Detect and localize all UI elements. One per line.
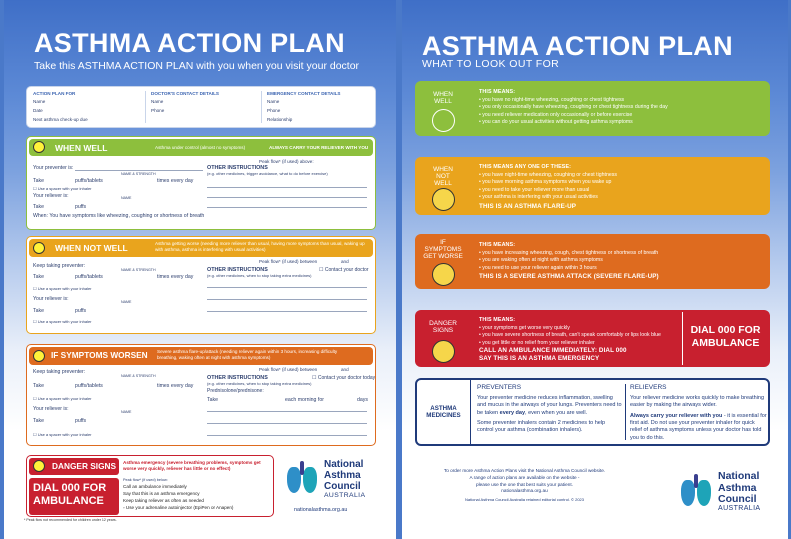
order-line-1: To order more Asthma Action Plans visit the National Asthma Council website. [443,468,606,473]
take-label: Take [33,418,44,424]
label-line-1: DANGER [429,320,457,327]
label-line-1: WHEN [433,91,453,98]
when-well-title: WHEN WELL [55,143,108,153]
means-heading: THIS MEANS ANY ONE OF THESE: [479,164,572,170]
right-page [402,0,788,539]
danger-signs-card [415,310,770,367]
other-instructions-heading: OTHER INSTRUCTIONS [207,267,268,273]
preventers-text: Your preventer medicine reduces inflammation, swelling and mucus in the airways of your lungs. Preventers need to be taken [477,394,622,416]
nac-logo [680,470,785,518]
danger-step-3: Keep taking reliever as often as needed [123,498,204,503]
smile-face-icon [33,141,45,153]
list-item: you can do your usual activities without getting asthma symptoms [482,119,633,126]
label-line-2: SYMPTOMS [424,246,462,254]
and-label: and [341,367,349,372]
other-instructions-heading: OTHER INSTRUCTIONS [207,165,268,171]
name-caption: NAME [121,196,132,200]
peak-flow-label: Peak flow* (if used) between [259,367,318,372]
list-item: you have morning asthma symptoms when you wake up [482,179,612,186]
keep-preventer-label: Keep taking preventer: [33,263,86,269]
name-strength-caption: NAME & STRENGTH [121,374,156,378]
contact-doctor-today-label: Contact your doctor today [317,375,376,381]
days-label: days [357,397,368,403]
contact-doctor-label: Contact your doctor [324,267,369,273]
logo-line-4: AUSTRALIA [718,505,761,512]
say-emergency-text: SAY THIS IS AN ASTHMA EMERGENCY [479,354,600,362]
label-line-1: ASTHMA [430,405,457,412]
smile-face-icon [432,109,455,132]
spacer-checkbox[interactable]: ☐ Use a spacer with your inhaler [33,286,92,291]
list-item: your asthma is interfering with your usual activities [482,194,598,201]
when-not-well-title: WHEN NOT WELL [55,243,128,253]
puffs-label: puffs [75,308,87,314]
danger-signs-section [26,455,274,517]
symptoms-worsen-section [26,344,376,446]
doctor-contact-heading: DOCTOR'S CONTACT DETAILS [151,91,219,96]
adrenaline-checkbox[interactable]: ▫ Use your adrenaline autoinjector (EpiPen or Anapen) [123,505,234,510]
logo-line-2: Asthma [718,481,757,494]
take-label: Take [33,178,44,184]
when-not-well-header [29,239,373,257]
spacer-label: Use a spacer with your inhaler [37,432,92,437]
combination-inhalers-text: Some preventer inhalers contain 2 medicines to help control your asthma (combination inhalers). [477,420,606,434]
peak-flow-label: Peak flow* (if used) between [259,259,318,264]
flare-up-status: THIS IS AN ASTHMA FLARE-UP [479,202,577,210]
list-item: you need to take your reliever more than usual [482,186,590,193]
preventers-column [477,384,623,435]
take-label: Take [33,204,44,210]
doctor-name-label: Name [151,99,164,104]
danger-header [29,458,119,475]
take-label: Take [207,397,218,403]
label-line-1: WHEN [433,166,453,173]
spacer-checkbox[interactable]: ☐ Use a spacer with your inhaler [33,432,92,437]
when-not-well-card [415,157,770,215]
lungs-icon [286,461,318,495]
spacer-label: Use a spacer with your inhaler [37,286,92,291]
list-item: your symptoms get worse very quickly [482,324,570,331]
puffs-tablets-label: puffs/tablets [75,274,103,280]
symptoms-worsen-desc: Severe asthma flare-up/attack (needing reliever again within 3 hours, increasing difficulty breathing, waking often at night with asthma symptoms) [157,349,338,360]
take-label: Take [33,383,44,389]
when-well-list: • you have no night-time wheezing, coughing or chest tightness • you only occasionally have wheezing, coughing or chest tightness during the day • you need reliever medication only occasionally or before exercise • you can do your usual activities without getting asthma symptoms [479,96,668,126]
label-line-1: IF [440,239,446,246]
puffs-tablets-label: puffs/tablets [75,178,103,184]
sad-face-icon [432,340,455,363]
symptoms-worse-content [473,236,768,287]
take-label: Take [33,274,44,280]
preventers-text-end: , even when you are well. [525,409,588,416]
relationship-label: Relationship [267,117,293,122]
spacer-label: Use a spacer with your inhaler [37,186,92,191]
list-item: you have night-time wheezing, coughing or chest tightness [482,171,617,178]
puffs-label: puffs [75,418,87,424]
relievers-column [630,384,768,442]
logo-line-2: Asthma [324,470,361,481]
when-well-card [415,81,770,136]
call-ambulance-text: CALL AN AMBULANCE IMMEDIATELY: DIAL 000 [479,347,627,355]
label-line-2: NOT [436,173,450,181]
always-carry-emphasis: Always carry your reliever with you [630,412,723,419]
when-not-well-desc: Asthma getting worse (needing more reliever than usual, having more symptoms than usual, waking up with asthma, asthma is interfering with usual activities) [155,241,365,252]
reliever-label: Your reliever is: [33,193,69,199]
asthma-medicines-card [415,378,770,446]
danger-step-4: Use your adrenaline autoinjector (EpiPen or Anapen) [125,505,234,510]
danger-signs-list: • your symptoms get worse very quickly • you have severe shortness of breath, can't speak comfortably or lips look blue • you get little or no relief from your reliever inhaler [479,324,661,346]
dial-000-text: DIAL 000 FOR AMBULANCE [33,482,107,507]
reliever-label: Your reliever is: [33,406,69,412]
list-item: you get little or no relief from your reliever inhaler [482,339,595,346]
nac-logo [286,459,386,503]
logo-line-1: National [718,470,760,482]
asthma-medicines-label [417,380,471,444]
when-well-header [29,139,373,156]
when-not-well-list: • you have night-time wheezing, coughing or chest tightness • you have morning asthma symptoms when you wake up • you need to take your reliever more than usual • your asthma is interfering with your usual activities [479,171,617,201]
website-link[interactable]: nationalasthma.org.au [294,507,348,513]
relievers-text: Your reliever medicine works quickly to make breathing easier by making the airways wider. [630,394,764,409]
danger-desc: Asthma emergency (severe breathing problems, symptoms get worse very quickly, reliever has little or no effect) [123,460,261,471]
label-line-2: SIGNS [432,327,454,335]
name-caption: NAME [121,410,132,414]
symptoms-worsen-header [29,347,373,365]
and-label: and [341,259,349,264]
spacer-label: Use a spacer with your inhaler [37,396,92,401]
dial-000-box [29,478,119,515]
frown-face-icon [432,263,455,286]
other-instructions-sub: (e.g. other medicines, trigger avoidance, what to do before exercise) [207,171,328,176]
emergency-name-label: Name [267,99,280,104]
severe-attack-status: THIS IS A SEVERE ASTHMA ATTACK (SEVERE FLARE-UP) [479,273,659,281]
preventers-heading: PREVENTERS [477,384,522,391]
every-day-emphasis: every day [499,409,526,416]
emergency-phone-label: Phone [267,108,281,113]
list-item: you need reliever medication only occasionally or before exercise [482,111,633,118]
website-link[interactable]: nationalasthma.org.au [501,488,548,494]
doctor-phone-label: Phone [151,108,165,113]
footnote: * Peak flow not recommended for children under 12 years. [24,518,117,522]
contact-doctor-today-checkbox[interactable]: ☐ Contact your doctor today [312,375,376,381]
page-title: ASTHMA ACTION PLAN [34,28,345,58]
when-well-desc: Asthma under control (almost no symptoms) [155,145,246,150]
order-line-3: please use the one that best suits your patient. [476,481,573,487]
spacer-checkbox[interactable]: ☐ Use a spacer with your inhaler [33,186,92,191]
page-subtitle: Take this ASTHMA ACTION PLAN with you when you visit your doctor [34,60,360,72]
contact-details-card [26,86,376,128]
relievers-text-end: - it is essential for first aid. Do not use your preventer inhaler for quick relief of asthma symptoms unless your doctor has told you to do this. [630,412,767,441]
order-line-2: A range of action plans are available on the website - [469,474,580,480]
left-page [4,0,396,539]
contact-doctor-checkbox[interactable]: ☐ Contact your doctor [319,267,369,273]
logo-line-3: Council [718,493,757,505]
dial-000-text: DIAL 000 FOR AMBULANCE [682,312,768,365]
neutral-face-icon [33,242,45,254]
when-not-well-section [26,236,376,334]
label-line-3: WELL [434,180,452,188]
date-label: Date [33,108,43,113]
peak-flow-label: Peak flow* (if used) above: [259,159,314,164]
list-item: you have no night-time wheezing, coughing or chest tightness [482,96,625,103]
danger-signs-title: DANGER SIGNS [52,461,117,471]
name-caption: NAME [121,300,132,304]
lungs-icon [680,474,712,508]
logo-line-1: National [324,459,364,470]
list-item: you need to use your reliever again within 3 hours [482,264,597,271]
list-item: you only occasionally have wheezing, coughing or chest tightness during the day [482,104,668,111]
each-morning-label: each morning for [285,397,324,403]
logo-line-4: AUSTRALIA [324,492,366,499]
other-instructions-sub: (e.g. other medicines, when to stop taking extra medicines) [207,273,312,278]
relievers-heading: RELIEVERS [630,384,667,391]
symptoms-worse-list: • you have increasing wheezing, cough, chest tightness or shortness of breath • you are waking often at night with asthma symptoms • you need to use your reliever again within 3 hours [479,249,659,271]
emergency-contact-heading: EMERGENCY CONTACT DETAILS [267,91,341,96]
danger-step-1: Call an ambulance immediately [123,484,187,489]
when-not-well-content [473,159,768,213]
name-label: Name [33,99,46,104]
danger-signs-content [473,312,680,365]
prednisolone-label: Prednisolone/prednisone: [207,388,264,394]
means-heading: THIS MEANS: [479,317,516,323]
label-line-2: WELL [434,98,452,106]
logo-line-3: Council [324,481,361,492]
keep-preventer-label: Keep taking preventer: [33,369,86,375]
checkup-label: Next asthma check-up due [33,117,88,122]
sad-face-icon [33,460,45,472]
frown-face-icon [33,350,45,362]
name-strength-caption: NAME & STRENGTH [121,172,156,176]
list-item: you have severe shortness of breath, can't speak comfortably or lips look blue [482,332,661,339]
puffs-label: puffs [75,204,87,210]
means-heading: THIS MEANS: [479,89,516,95]
preventer-label: Your preventer is: [33,165,74,171]
reliever-label: Your reliever is: [33,296,69,302]
symptoms-worse-card [415,234,770,289]
page-title: ASTHMA ACTION PLAN [422,31,733,61]
times-day-label: times every day [157,383,194,389]
carry-reliever-text: ALWAYS CARRY YOUR RELIEVER WITH YOU [269,145,369,150]
spacer-label: Use a spacer with your inhaler [37,319,92,324]
spacer-checkbox[interactable]: ☐ Use a spacer with your inhaler [33,319,92,324]
copyright: National Asthma Council Australia retained editorial control. © 2023 [464,497,584,503]
times-day-label: times every day [157,274,194,280]
peak-flow-label: Peak flow* (if used) below: [123,478,168,482]
list-item: you are waking often at night with asthma symptoms [482,257,603,264]
take-label: Take [33,308,44,314]
neutral-face-icon [432,188,455,211]
symptoms-worsen-title: IF SYMPTOMS WORSEN [51,350,148,360]
action-plan-for-heading: ACTION PLAN FOR [33,91,76,96]
order-info [422,468,627,503]
spacer-checkbox[interactable]: ☐ Use a spacer with your inhaler [33,396,92,401]
when-symptoms-text: When: You have symptoms like wheezing, coughing or shortness of breath [33,213,205,219]
other-instructions-heading: OTHER INSTRUCTIONS [207,375,268,381]
when-well-content [473,83,768,134]
other-instructions-sub: (e.g. other medicines, when to stop taking extra medicines) [207,381,312,386]
times-day-label: times every day [157,178,194,184]
page-subtitle: WHAT TO LOOK OUT FOR [422,58,560,70]
puffs-tablets-label: puffs/tablets [75,383,103,389]
list-item: you have increasing wheezing, cough, chest tightness or shortness of breath [482,249,659,256]
label-line-3: GET WORSE [423,253,463,261]
when-well-section [26,136,376,230]
means-heading: THIS MEANS: [479,242,516,248]
label-line-2: MEDICINES [426,412,461,420]
danger-step-2: Say that this is an asthma emergency [123,491,200,496]
name-strength-caption: NAME & STRENGTH [121,268,156,272]
